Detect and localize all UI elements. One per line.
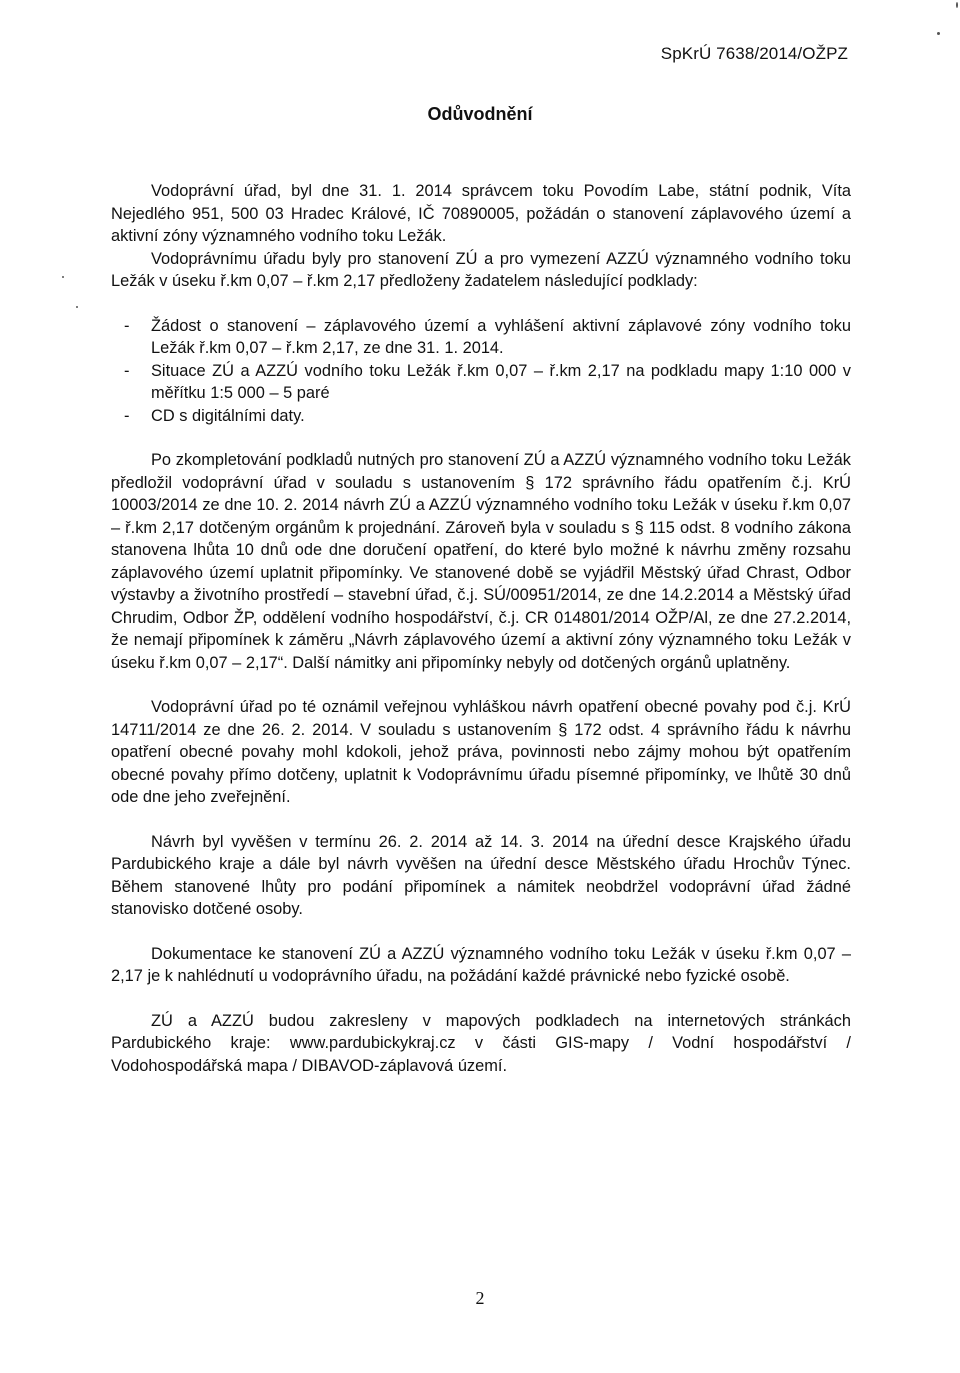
submitted-documents-list bbox=[111, 315, 851, 428]
page-number: 2 bbox=[475, 1288, 485, 1308]
paragraph-request: Vodoprávní úřad, byl dne 31. 1. 2014 správcem toku Povodím Labe, státní podnik, Víta Nejedlého 951, 500 03 Hradec Králové, IČ 70890005, požádán o stanovení záplavového území a aktivní zóny významného vodního toku Ležák. bbox=[111, 182, 851, 245]
paragraph-submitted-documents: Vodoprávnímu úřadu byly pro stanovení ZÚ a pro vymezení AZZÚ významného vodního toku Ležák v úseku ř.km 0,07 – ř.km 2,17 předloženy žadatelem následující podklady: bbox=[111, 249, 851, 290]
list-bullet: - bbox=[124, 406, 130, 425]
list-item-text: CD s digitálními daty. bbox=[151, 406, 305, 425]
list-bullet: - bbox=[124, 316, 130, 335]
list-item-text: Situace ZÚ a AZZÚ vodního toku Ležák ř.km 0,07 – ř.km 2,17 na podkladu mapy 1:10 000 v měřítku 1:5 000 – 5 paré bbox=[151, 361, 851, 402]
list-item bbox=[111, 405, 851, 428]
document-body bbox=[111, 180, 851, 1077]
paragraph-posting: Návrh byl vyvěšen v termínu 26. 2. 2014 až 14. 3. 2014 na úřední desce Krajského úřadu Pardubického kraje a dále byl návrh vyvěšen na úřední desce Městského úřadu Hrochův Týnec. Během stanovené lhůty pro podání připomínek a námitek neobdržel vodoprávní úřad žádné stanovisko dotčené osoby. bbox=[111, 832, 851, 918]
scan-speck bbox=[956, 2, 958, 8]
paragraph-documentation: Dokumentace ke stanovení ZÚ a AZZÚ významného vodního toku Ležák v úseku ř.km 0,07 – 2,17 je k nahlédnutí u vodoprávního úřadu, na požádání každé právnické nebo fyzické osobě. bbox=[111, 944, 851, 985]
list-bullet: - bbox=[124, 361, 130, 380]
document-title: Odůvodnění bbox=[427, 104, 533, 124]
list-item bbox=[111, 315, 851, 360]
paragraph-public-notice: Vodoprávní úřad po té oznámil veřejnou vyhláškou návrh opatření obecné povahy pod č.j. KrÚ 14711/2014 ze dne 26. 2. 2014. V souladu s ustanovením § 172 odst. 4 správního řádu k návrhu opatření obecné povahy mohl kdokoli, jehož práva, povinnosti nebo zájmy mohou být opatřením obecné povahy přímo dotčeny, uplatnit k Vodoprávnímu úřadu písemné připomínky, ve lhůtě 30 dnů ode dne jeho zveřejnění. bbox=[111, 698, 851, 806]
list-item bbox=[111, 360, 851, 405]
scan-speck bbox=[76, 306, 78, 308]
document-reference-number: SpKrÚ 7638/2014/OŽPZ bbox=[660, 44, 848, 63]
scan-speck bbox=[62, 276, 64, 278]
list-item-text: Žádost o stanovení – záplavového území a vyhlášení aktivní záplavové zóny vodního toku Ležák ř.km 0,07 – ř.km 2,17, ze dne 31. 1. 2014. bbox=[151, 316, 851, 357]
scan-speck bbox=[937, 32, 940, 35]
paragraph-maps: ZÚ a AZZÚ budou zakresleny v mapových podkladech na internetových stránkách Pardubického kraje: www.pardubickykraj.cz v části GIS-mapy / Vodní hospodářství / Vodohospodářská mapa / DIBAVOD-záplavová území. bbox=[111, 1011, 851, 1075]
paragraph-proceedings: Po zkompletování podkladů nutných pro stanovení ZÚ a AZZÚ významného vodního toku Ležák předložil vodoprávní úřad v souladu s ustanovením § 172 správního řádu opatřením č.j. KrÚ 10003/2014 ze dne 10. 2. 2014 návrh ZÚ a AZZÚ významného vodního toku Ležák v úseku ř.km 0,07 – ř.km 2,17 dotčeným orgánům k projednání. Zároveň byla v souladu s § 115 odst. 8 vodního zákona stanovena lhůta 10 dnů ode dne doručení opatření, do které bylo možné k návrhu změny rozsahu záplavového území uplatnit připomínky. Ve stanovené době se vyjádřil Městský úřad Chrast, Odbor výstavby a životního prostředí – stavební úřad, č.j. SÚ/00951/2014, ze dne 14.2.2014 a Městský úřad Chrudim, Odbor ŽP, oddělení vodního hospodářství, č.j. CR 014801/2014 OŽP/Al, ze dne 27.2.2014, že nemají připomínek k záměru „Návrh záplavového území a aktivní zóny významného toku Ležák v úseku ř.km 0,07 – 2,17“. Další námitky ani připomínky nebyly od dotčených orgánů uplatněny. bbox=[111, 451, 851, 672]
